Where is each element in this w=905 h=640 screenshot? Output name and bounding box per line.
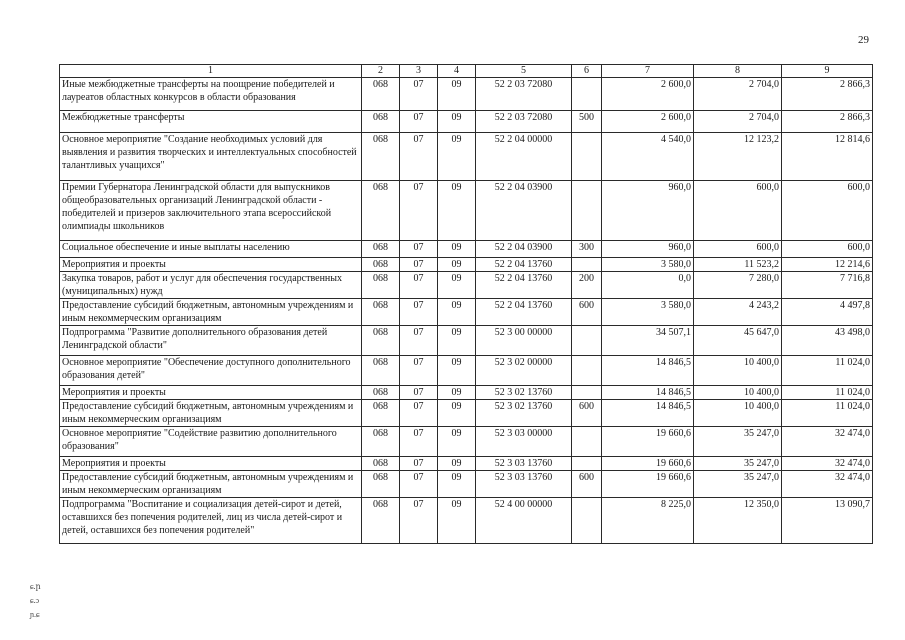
code-ministry: 068: [362, 258, 400, 272]
row-name: Премии Губернатора Ленинградской области для выпускников общеобразовательных организаций Ленинградской области - победителей и призеров заключительного этапа всероссийской олимпиады школьников: [60, 181, 362, 241]
amount-year-1: 2 600,0: [602, 78, 694, 111]
code-target-article: 52 2 04 00000: [476, 133, 572, 181]
code-target-article: 52 2 03 72080: [476, 111, 572, 133]
table-row: [60, 326, 873, 356]
amount-year-2: 7 280,0: [694, 272, 782, 299]
amount-year-3: 600,0: [782, 241, 873, 258]
code-ministry: 068: [362, 400, 400, 427]
amount-year-1: 14 846,5: [602, 400, 694, 427]
amount-year-1: 19 660,6: [602, 427, 694, 457]
row-name: Предоставление субсидий бюджетным, автономным учреждениям и иным некоммерческим организациям: [60, 400, 362, 427]
code-expense-type: 200: [572, 272, 602, 299]
table-row: [60, 400, 873, 427]
amount-year-3: 2 866,3: [782, 78, 873, 111]
row-name: Мероприятия и проекты: [60, 258, 362, 272]
code-subsection: 09: [438, 427, 476, 457]
column-header: 6: [572, 65, 602, 78]
table-row: [60, 471, 873, 498]
code-target-article: 52 2 04 03900: [476, 241, 572, 258]
code-subsection: 09: [438, 78, 476, 111]
amount-year-1: 19 660,6: [602, 457, 694, 471]
code-ministry: 068: [362, 181, 400, 241]
amount-year-3: 12 214,6: [782, 258, 873, 272]
amount-year-3: 7 716,8: [782, 272, 873, 299]
amount-year-1: 14 846,5: [602, 356, 694, 386]
code-subsection: 09: [438, 457, 476, 471]
table-row: [60, 299, 873, 326]
code-section: 07: [400, 326, 438, 356]
code-expense-type: 600: [572, 299, 602, 326]
code-subsection: 09: [438, 111, 476, 133]
amount-year-1: 4 540,0: [602, 133, 694, 181]
row-name: Закупка товаров, работ и услуг для обеспечения государственных (муниципальных) нужд: [60, 272, 362, 299]
table-row: [60, 356, 873, 386]
code-target-article: 52 3 00 00000: [476, 326, 572, 356]
row-name: Межбюджетные трансферты: [60, 111, 362, 133]
amount-year-3: 11 024,0: [782, 386, 873, 400]
table-row: [60, 241, 873, 258]
code-section: 07: [400, 133, 438, 181]
table-row: [60, 258, 873, 272]
code-expense-type: 500: [572, 111, 602, 133]
code-section: 07: [400, 400, 438, 427]
row-name: Предоставление субсидий бюджетным, автономным учреждениям и иным некоммерческим организациям: [60, 299, 362, 326]
table-row: [60, 111, 873, 133]
amount-year-2: 10 400,0: [694, 386, 782, 400]
table-row: [60, 78, 873, 111]
budget-table: [59, 64, 873, 544]
code-target-article: 52 2 04 13760: [476, 272, 572, 299]
table-row: [60, 498, 873, 544]
row-name: Мероприятия и проекты: [60, 457, 362, 471]
amount-year-2: 35 247,0: [694, 471, 782, 498]
amount-year-3: 600,0: [782, 181, 873, 241]
code-target-article: 52 2 04 13760: [476, 299, 572, 326]
amount-year-1: 34 507,1: [602, 326, 694, 356]
code-subsection: 09: [438, 241, 476, 258]
amount-year-3: 32 474,0: [782, 427, 873, 457]
page-number: 29: [858, 34, 869, 46]
amount-year-2: 4 243,2: [694, 299, 782, 326]
amount-year-2: 45 647,0: [694, 326, 782, 356]
code-subsection: 09: [438, 258, 476, 272]
code-ministry: 068: [362, 457, 400, 471]
column-header: 3: [400, 65, 438, 78]
code-expense-type: [572, 78, 602, 111]
margin-scan-mark: ɲ.ɕ: [30, 610, 40, 619]
amount-year-2: 12 123,2: [694, 133, 782, 181]
amount-year-2: 600,0: [694, 181, 782, 241]
code-subsection: 09: [438, 386, 476, 400]
code-section: 07: [400, 386, 438, 400]
code-expense-type: [572, 356, 602, 386]
code-subsection: 09: [438, 498, 476, 544]
amount-year-1: 960,0: [602, 181, 694, 241]
amount-year-3: 12 814,6: [782, 133, 873, 181]
amount-year-2: 35 247,0: [694, 457, 782, 471]
code-expense-type: [572, 427, 602, 457]
row-name: Подпрограмма "Воспитание и социализация детей-сирот и детей, оставшихся без попечения родителей, лиц из числа детей-сирот и детей, оставшихся без попечения родителей": [60, 498, 362, 544]
margin-scan-mark: ɕ.ր: [30, 582, 41, 591]
code-target-article: 52 4 00 00000: [476, 498, 572, 544]
code-ministry: 068: [362, 78, 400, 111]
code-ministry: 068: [362, 111, 400, 133]
amount-year-2: 35 247,0: [694, 427, 782, 457]
code-subsection: 09: [438, 326, 476, 356]
amount-year-2: 600,0: [694, 241, 782, 258]
code-section: 07: [400, 181, 438, 241]
code-target-article: 52 2 04 03900: [476, 181, 572, 241]
row-name: Основное мероприятие "Создание необходимых условий для выявления и развития творческих и интеллектуальных способностей талантливых учащихся": [60, 133, 362, 181]
amount-year-1: 2 600,0: [602, 111, 694, 133]
row-name: Мероприятия и проекты: [60, 386, 362, 400]
code-ministry: 068: [362, 272, 400, 299]
column-header: 7: [602, 65, 694, 78]
amount-year-1: 3 580,0: [602, 299, 694, 326]
table-row: [60, 272, 873, 299]
code-section: 07: [400, 111, 438, 133]
amount-year-1: 0,0: [602, 272, 694, 299]
row-name: Основное мероприятие "Содействие развитию дополнительного образования": [60, 427, 362, 457]
code-section: 07: [400, 427, 438, 457]
code-section: 07: [400, 258, 438, 272]
row-name: Предоставление субсидий бюджетным, автономным учреждениям и иным некоммерческим организациям: [60, 471, 362, 498]
code-ministry: 068: [362, 299, 400, 326]
code-ministry: 068: [362, 326, 400, 356]
code-subsection: 09: [438, 356, 476, 386]
code-target-article: 52 3 03 13760: [476, 457, 572, 471]
code-section: 07: [400, 299, 438, 326]
code-section: 07: [400, 471, 438, 498]
code-expense-type: 600: [572, 400, 602, 427]
code-ministry: 068: [362, 498, 400, 544]
table-row: [60, 427, 873, 457]
code-subsection: 09: [438, 272, 476, 299]
code-subsection: 09: [438, 181, 476, 241]
code-section: 07: [400, 78, 438, 111]
amount-year-3: 43 498,0: [782, 326, 873, 356]
code-ministry: 068: [362, 356, 400, 386]
code-subsection: 09: [438, 471, 476, 498]
code-target-article: 52 3 03 00000: [476, 427, 572, 457]
code-target-article: 52 3 03 13760: [476, 471, 572, 498]
code-expense-type: [572, 258, 602, 272]
code-expense-type: [572, 498, 602, 544]
amount-year-3: 11 024,0: [782, 356, 873, 386]
row-name: Иные межбюджетные трансферты на поощрение победителей и лауреатов областных конкурсов в области образования: [60, 78, 362, 111]
row-name: Подпрограмма "Развитие дополнительного образования детей Ленинградской области": [60, 326, 362, 356]
amount-year-1: 14 846,5: [602, 386, 694, 400]
amount-year-3: 4 497,8: [782, 299, 873, 326]
code-expense-type: [572, 386, 602, 400]
amount-year-3: 32 474,0: [782, 457, 873, 471]
code-subsection: 09: [438, 133, 476, 181]
amount-year-3: 32 474,0: [782, 471, 873, 498]
code-ministry: 068: [362, 241, 400, 258]
amount-year-2: 2 704,0: [694, 78, 782, 111]
amount-year-2: 11 523,2: [694, 258, 782, 272]
amount-year-2: 12 350,0: [694, 498, 782, 544]
column-header: 9: [782, 65, 873, 78]
code-expense-type: 300: [572, 241, 602, 258]
code-expense-type: 600: [572, 471, 602, 498]
code-ministry: 068: [362, 133, 400, 181]
amount-year-3: 11 024,0: [782, 400, 873, 427]
table-row: [60, 386, 873, 400]
table-row: [60, 133, 873, 181]
code-expense-type: [572, 326, 602, 356]
code-section: 07: [400, 356, 438, 386]
code-target-article: 52 2 04 13760: [476, 258, 572, 272]
code-section: 07: [400, 272, 438, 299]
code-ministry: 068: [362, 427, 400, 457]
code-expense-type: [572, 133, 602, 181]
amount-year-3: 2 866,3: [782, 111, 873, 133]
row-name: Социальное обеспечение и иные выплаты населению: [60, 241, 362, 258]
code-subsection: 09: [438, 299, 476, 326]
amount-year-1: 8 225,0: [602, 498, 694, 544]
code-target-article: 52 3 02 00000: [476, 356, 572, 386]
amount-year-1: 960,0: [602, 241, 694, 258]
code-target-article: 52 3 02 13760: [476, 400, 572, 427]
column-header: 8: [694, 65, 782, 78]
code-ministry: 068: [362, 471, 400, 498]
code-section: 07: [400, 241, 438, 258]
column-header: 2: [362, 65, 400, 78]
amount-year-2: 10 400,0: [694, 356, 782, 386]
column-header: 1: [60, 65, 362, 78]
column-header: 5: [476, 65, 572, 78]
table-header-row: [60, 65, 873, 78]
amount-year-1: 3 580,0: [602, 258, 694, 272]
code-section: 07: [400, 457, 438, 471]
code-target-article: 52 3 02 13760: [476, 386, 572, 400]
row-name: Основное мероприятие "Обеспечение доступного дополнительного образования детей": [60, 356, 362, 386]
code-section: 07: [400, 498, 438, 544]
margin-scan-mark: ɕ.ɔ: [30, 596, 40, 605]
amount-year-1: 19 660,6: [602, 471, 694, 498]
amount-year-3: 13 090,7: [782, 498, 873, 544]
code-expense-type: [572, 181, 602, 241]
column-header: 4: [438, 65, 476, 78]
table-row: [60, 457, 873, 471]
amount-year-2: 2 704,0: [694, 111, 782, 133]
code-ministry: 068: [362, 386, 400, 400]
code-expense-type: [572, 457, 602, 471]
code-subsection: 09: [438, 400, 476, 427]
code-target-article: 52 2 03 72080: [476, 78, 572, 111]
amount-year-2: 10 400,0: [694, 400, 782, 427]
table-row: [60, 181, 873, 241]
